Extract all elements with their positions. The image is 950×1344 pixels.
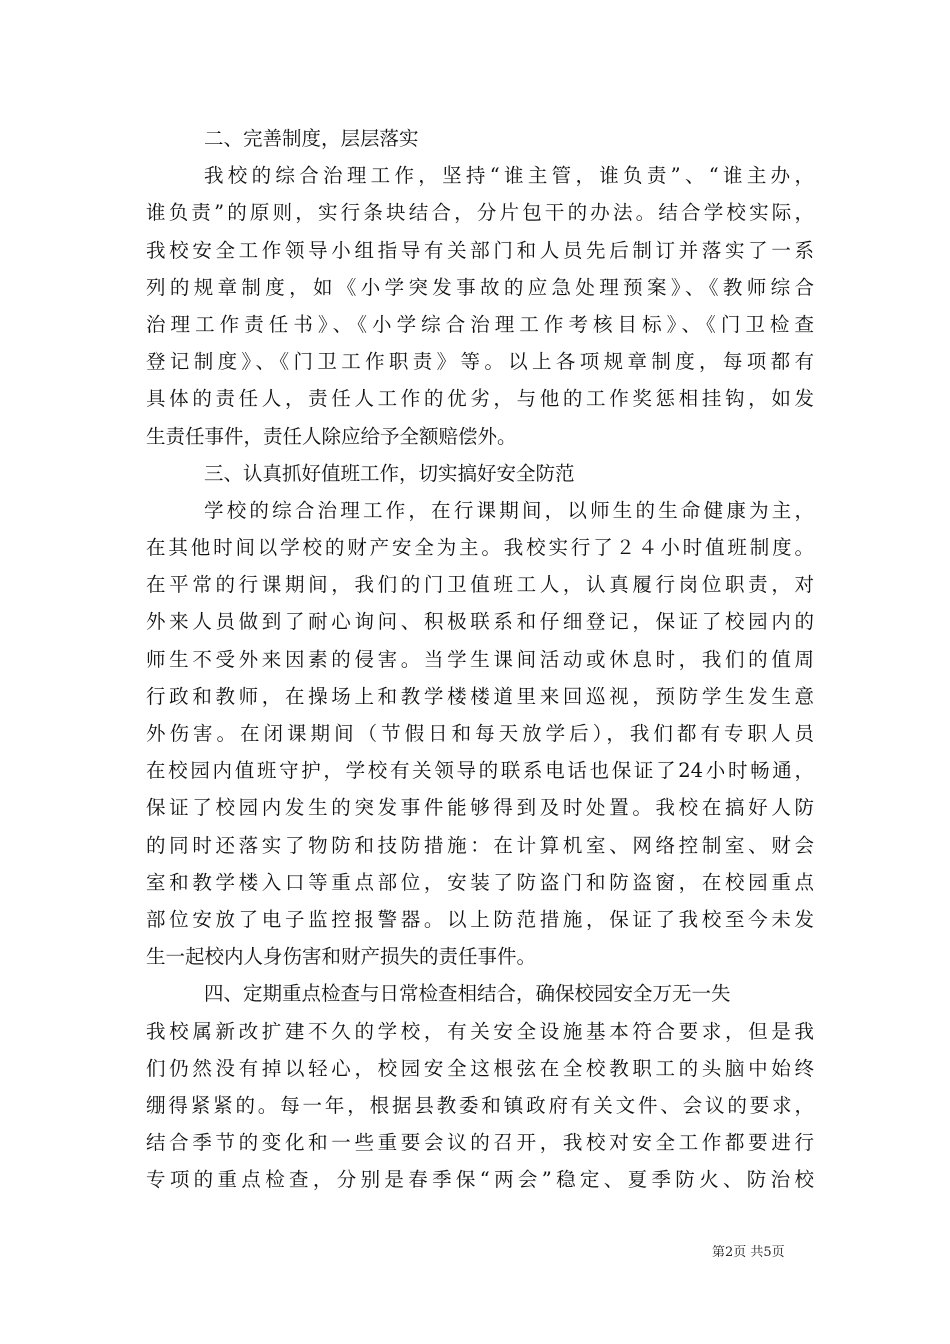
- text-line: 们仍然没有掉以轻心，校园安全这根弦在全校教职工的头脑中始终: [146, 1056, 814, 1080]
- text-line: 学校的综合治理工作，在行课期间，以师生的生命健康为主，: [204, 498, 814, 522]
- text-line: 绷得紧紧的。每一年，根据县教委和镇政府有关文件、会议的要求，: [146, 1093, 814, 1117]
- text-line: 专项的重点检查，分别是春季保“两会”稳定、夏季防火、防治校: [146, 1168, 814, 1192]
- text-line: 外伤害。在闭课期间（节假日和每天放学后），我们都有专职人员: [146, 722, 814, 745]
- text-line: 在校园内值班守护，学校有关领导的联系电话也保证了24小时畅通，: [146, 759, 814, 783]
- text-line: 登记制度》、《门卫工作职责》等。以上各项规章制度，每项都有: [146, 350, 814, 374]
- text-line: 治理工作责任书》、《小学综合治理工作考核目标》、《门卫检查: [146, 312, 814, 336]
- text-line: 行政和教师，在操场上和教学楼楼道里来回巡视，预防学生发生意: [146, 684, 814, 708]
- text-line: 在平常的行课期间，我们的门卫值班工人，认真履行岗位职责，对: [146, 573, 814, 597]
- text-line: 我校安全工作领导小组指导有关部门和人员先后制订并落实了一系: [146, 238, 814, 262]
- text-line: 列的规章制度，如《小学突发事故的应急处理预案》、《教师综合: [146, 275, 814, 299]
- text-line: 室和教学楼入口等重点部位，安装了防盗门和防盗窗，在校园重点: [146, 870, 814, 894]
- text-line: 我校属新改扩建不久的学校，有关安全设施基本符合要求，但是我: [146, 1019, 814, 1043]
- text-line: 部位安放了电子监控报警器。以上防范措施，保证了我校至今未发: [146, 907, 814, 931]
- text-line: 师生不受外来因素的侵害。当学生课间活动或休息时，我们的值周: [146, 647, 814, 671]
- text-line: 结合季节的变化和一些重要会议的召开，我校对安全工作都要进行: [146, 1131, 814, 1155]
- text-line: 具体的责任人，责任人工作的优劣，与他的工作奖惩相挂钩，如发: [146, 387, 814, 411]
- text-line: 四、定期重点检查与日常检查相结合，确保校园安全万无一失: [204, 982, 731, 1006]
- document-body: [146, 120, 814, 1198]
- text-line: 三、认真抓好值班工作，切实搞好安全防范: [204, 461, 575, 485]
- text-line: 保证了校园内发生的突发事件能够得到及时处置。我校在搞好人防: [146, 796, 814, 820]
- text-line: 谁负责”的原则，实行条块结合，分片包干的办法。结合学校实际，: [146, 201, 814, 225]
- text-line: 二、完善制度，层层落实: [204, 127, 419, 150]
- text-line: 的同时还落实了物防和技防措施：在计算机室、网络控制室、财会: [146, 833, 814, 857]
- page-number: 第2页 共5页: [712, 1245, 785, 1260]
- text-line: 外来人员做到了耐心询问、积极联系和仔细登记，保证了校园内的: [146, 610, 814, 634]
- text-line: 生责任事件，责任人除应给予全额赔偿外。: [146, 424, 517, 448]
- text-line: 我校的综合治理工作，坚持“谁主管，谁负责”、“谁主办，: [204, 164, 814, 188]
- text-line: 在其他时间以学校的财产安全为主。我校实行了２４小时值班制度。: [146, 536, 814, 560]
- text-line: 生一起校内人身伤害和财产损失的责任事件。: [146, 945, 537, 969]
